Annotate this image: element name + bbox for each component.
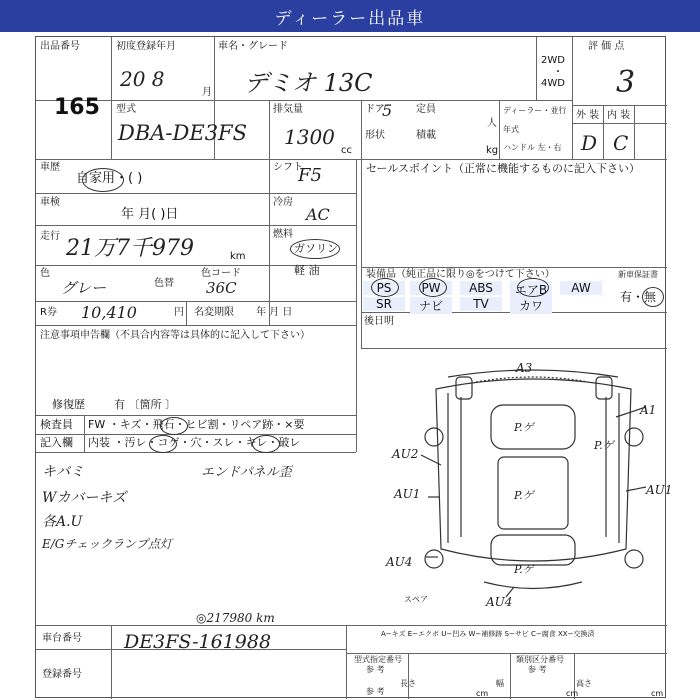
displacement-unit: cc [341, 145, 352, 156]
fuel-label: 燃料 [273, 229, 293, 240]
change-label: 名変期限 [194, 307, 234, 318]
history-label: 車歴 [40, 162, 60, 173]
reg-label: 初度登録年月 [116, 41, 176, 52]
inspector-row2-label: 記入欄 [40, 436, 73, 449]
fuel-gas: ガソリン [294, 242, 338, 255]
note-3: 各A.U [42, 514, 83, 530]
capacity-label: 定員 [416, 104, 436, 115]
defect-legend: A−キズ E−エクボ U−凹み W−補修跡 S−サビ C−腐食 XX−交換済 [381, 630, 595, 638]
dealer-label: ディーラー・並行 [503, 106, 567, 115]
inspection-label: 車検 [40, 197, 60, 208]
ref-label-3: 参 考 [366, 687, 385, 696]
color-code-label: 色コード [201, 268, 241, 279]
model-label: 型式 [116, 104, 136, 115]
header-title: ディーラー出品車 [274, 8, 426, 29]
car-diagram [36, 37, 667, 699]
inspector-row2: 内装 ・汚レ・コゲ・穴・スレ・キレ・破レ [88, 436, 301, 449]
note-2: Wカバーキズ [42, 490, 127, 506]
length-label: 長さ [400, 679, 416, 688]
odometer-note: ◎217980 km [196, 611, 275, 625]
mark-au4-left: AU4 [386, 555, 413, 569]
registration-label: 登録番号 [42, 669, 82, 680]
patch-rear: P.ゲ [514, 563, 534, 576]
door-value: 5 [382, 101, 393, 120]
patch-roof: P.ゲ [514, 421, 534, 434]
exterior-value: D [581, 131, 598, 155]
color-value: グレー [61, 279, 107, 297]
height-unit: cm [651, 689, 664, 698]
mileage-unit: km [230, 251, 246, 262]
rear-seat-label: 後日明 [364, 316, 394, 327]
year-label: 年式 [503, 125, 519, 134]
name-value: デミオ 13C [244, 69, 373, 97]
equipment-label: 装備品（純正品に限り◎をつけて下さい） [366, 269, 555, 280]
note-5: エンドパネル歪 [201, 465, 292, 480]
mark-au1-left: AU1 [394, 487, 421, 501]
warranty-value: 有・無 [620, 290, 657, 304]
change-value: 年 月 日 [256, 307, 293, 318]
score-value: 3 [616, 65, 636, 100]
shift-value: F5 [298, 165, 322, 186]
inspector-row1: FW ・キズ・飛石・ヒビ割・リペア跡・×要 [88, 418, 305, 431]
mark-au1-right: AU1 [646, 483, 673, 497]
reg-value: 20 8 [120, 67, 165, 91]
note-1: キバミ [42, 464, 84, 480]
page-header [0, 0, 700, 32]
recycle-value: 10,410 [81, 303, 137, 322]
capacity-unit: 人 [487, 118, 497, 129]
repair-value: 有 〔箇所 〕 [114, 398, 176, 411]
interior-value: C [613, 131, 629, 155]
shift-label: シフト [273, 162, 303, 173]
displacement-value: 1300 [284, 125, 335, 149]
drive-2wd: 2WD [541, 55, 565, 66]
patch-right: P.ゲ [594, 439, 614, 452]
ref-label-2: 参 考 [528, 665, 547, 674]
door-label: ドア [365, 104, 385, 115]
class-label: 類別区分番号 [516, 655, 564, 664]
width-unit: cm [566, 689, 579, 698]
inspector-row1-label: 検査員 [40, 418, 73, 431]
recycle-label: R券 [40, 307, 57, 318]
equip-item: AW [560, 281, 602, 295]
equip-item: PW [410, 281, 452, 295]
lot-number: 165 [54, 95, 100, 120]
lot-label: 出品番号 [40, 41, 80, 52]
shape-label: 形状 [365, 130, 385, 141]
equip-item: エアB [510, 281, 552, 298]
drive-dot: ・ [553, 67, 563, 78]
ac-label: 冷房 [273, 197, 293, 208]
equip-item: SR [363, 297, 405, 311]
mileage-label: 走行 [40, 231, 60, 242]
warranty-label: 新車保証書 [618, 270, 658, 279]
patch-center: P.ゲ [514, 489, 534, 502]
history-value: 自家用・( ) [76, 171, 143, 186]
model-value: DBA-DE3FS [118, 121, 248, 145]
chassis-label: 車台番号 [42, 633, 82, 644]
equip-item: ナビ [410, 297, 452, 314]
color-code-value: 36C [206, 279, 237, 297]
height-label: 高さ [576, 679, 592, 688]
sales-label: セールスポイント（正常に機能するものに記入下さい） [366, 162, 641, 175]
mark-a3: A3 [516, 361, 533, 375]
mark-au4-bottom: AU4 [486, 595, 513, 609]
equip-item: TV [460, 297, 502, 311]
spare-label: スペア [404, 595, 428, 604]
handle-label: ハンドル 左・右 [503, 143, 562, 152]
mark-a1: A1 [640, 403, 657, 417]
type-label: 型式指定番号 [354, 655, 402, 664]
reg-month-label: 月 [202, 87, 212, 98]
interior-label: 内 装 [607, 110, 631, 121]
score-label: 評 価 点 [588, 41, 625, 52]
recycle-unit: 円 [174, 307, 184, 318]
ref-label-1: 参 考 [366, 665, 385, 674]
load-label: 積載 [416, 130, 436, 141]
displacement-label: 排気量 [273, 104, 303, 115]
note-4: E/Gチェックランプ点灯 [42, 537, 173, 551]
length-unit: cm [476, 689, 489, 698]
drive-4wd: 4WD [541, 78, 565, 89]
name-label: 車名・グレード [218, 41, 288, 52]
ac-value: AC [306, 205, 330, 224]
repair-label: 修復歴 [52, 398, 85, 411]
equip-item: ABS [460, 281, 502, 295]
exterior-label: 外 装 [576, 110, 600, 121]
fuel-diesel: 軽 油 [294, 264, 320, 277]
width-label: 幅 [496, 679, 504, 688]
color-label: 色 [40, 268, 50, 279]
color-change-label: 色替 [154, 278, 174, 289]
chassis-value: DE3FS-161988 [124, 631, 272, 653]
auction-sheet [35, 36, 673, 698]
inspection-value: 年 月( )日 [121, 207, 179, 222]
mileage-value: 21万7千979 [66, 236, 194, 261]
mark-au2: AU2 [392, 447, 419, 461]
load-unit: kg [486, 145, 499, 156]
equip-item: PS [363, 281, 405, 295]
notes-label: 注意事項申告欄（不具合内容等は具体的に記入して下さい） [40, 330, 310, 341]
equip-item: カワ [510, 297, 552, 314]
